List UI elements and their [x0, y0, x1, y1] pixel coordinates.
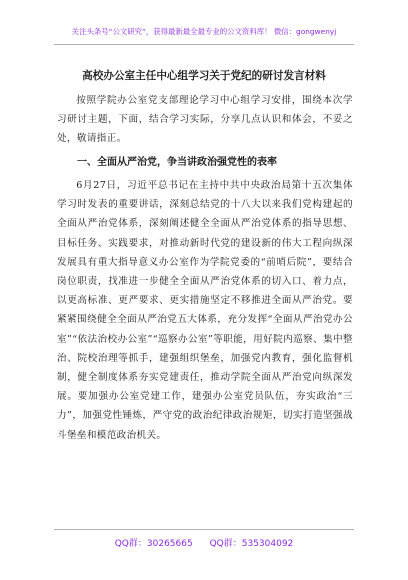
- footer-qq-groups: [0, 536, 408, 549]
- intro-text: 按照学院办公室党支部理论学习中心组学习安排，围绕本次学习研讨主题，下面，结合学习实际，分享几点认识和体会，不妥之处，敬请指正。: [57, 95, 353, 145]
- qq-group-2: QQ群：535304092: [209, 539, 294, 549]
- document-title: 高校办公室主任中心组学习关于党纪的研讨发言材料: [82, 70, 326, 82]
- section-heading: 一、全面从严治党，争当讲政治强党性的表率: [77, 157, 277, 168]
- section-body-paragraph: [57, 176, 353, 445]
- intro-paragraph: [57, 91, 353, 149]
- qq-group-1: QQ群：30265665: [114, 539, 193, 549]
- footer-divider: [54, 529, 354, 530]
- header-promo-note: 关注头条号“公文研究”，获得最新最全最专业的公文资料库！ 微信：gongwenyj: [71, 27, 337, 36]
- header-divider: [54, 44, 354, 45]
- section-body-text: 6月27日，习近平总书记在主持中共中央政治局第十五次集体学习时发表的重要讲话，深刻总结党的十八大以来我们党构建起的全面从严治党体系，深刻阐述健全全面从严治党体系的指导思想、目标任务、实践要求，对推动新时代党的建设新的伟大工程向纵深发展具有重大指导意义办公室作为学院党委的“前哨后院”，要结合岗位职责，找准进一步健全全面从严治党体系的切入口、着力点，以更高标准、更严要求、更实措施坚定不移推进全面从严治党。要紧紧围绕健全全面从严治党五大体系，充分发挥“全面从严治党办公室”“依法治校办公室”“巡察办公室”等职能，用好院内巡察、集中整治、院校治理等抓手，建强组织堡垒，加强党内教育，强化监督机制，健全制度体系夯实党建责任，推动学院全面从严治党向纵深发展。要加强办公室党建工作，建强办公室党员队伍，夯实政治“三力”，加强党性锤炼，严守党的政治纪律政治规矩，切实打造坚强战斗堡垒和模范政治机关。: [57, 180, 353, 441]
